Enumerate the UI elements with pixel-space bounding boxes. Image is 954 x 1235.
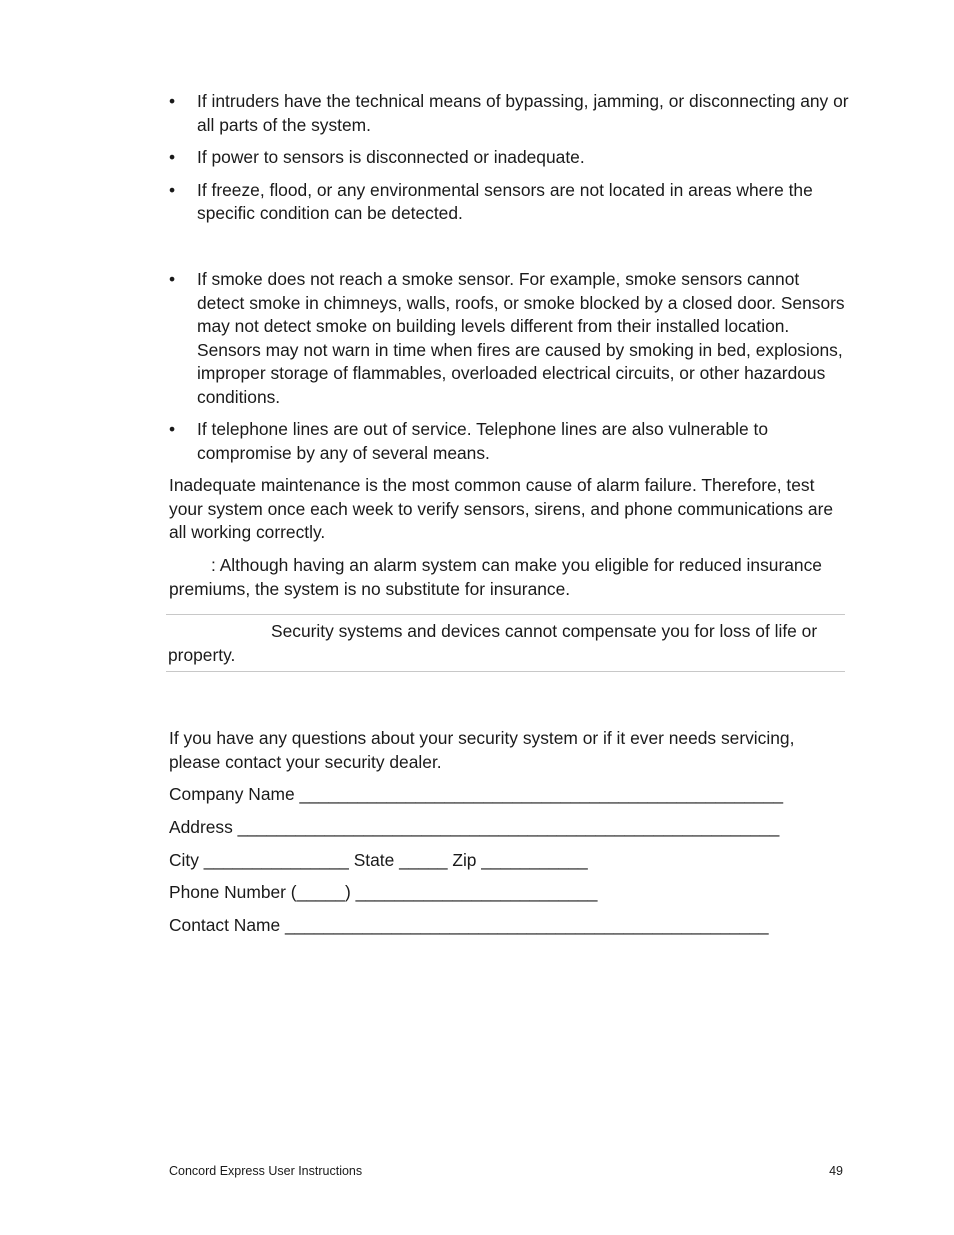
address-line: Address ________________________________________________________: [169, 817, 780, 837]
footer-page-number: 49: [829, 1164, 843, 1178]
bullet-marker: •: [169, 91, 176, 111]
warning-paragraph: [168, 620, 844, 667]
bullet-text: If power to sensors is disconnected or inadequate.: [197, 147, 585, 167]
maintenance-paragraph: Inadequate maintenance is the most common cause of alarm failure. Therefore, test your system once each week to verify sensors, sirens, and phone communications are all working correctly.: [169, 475, 834, 542]
insurance-note: [169, 554, 849, 601]
warning-box: [166, 614, 845, 672]
insurance-note-text: : Although having an alarm system can make you eligible for reduced insurance premiums, the system is no substitute for insurance.: [169, 555, 822, 599]
bullet-text: If telephone lines are out of service. Telephone lines are also vulnerable to compromise by any of several means.: [197, 419, 769, 463]
bullet-text: If intruders have the technical means of bypassing, jamming, or disconnecting any or all parts of the system.: [197, 91, 849, 135]
questions-paragraph: If you have any questions about your security system or if it ever needs servicing, please contact your security dealer.: [169, 728, 795, 772]
bullet-list-top: [169, 90, 849, 235]
contact-name-line: Contact Name __________________________________________________: [169, 915, 769, 935]
warning-text: Security systems and devices cannot compensate you for loss of life or property.: [168, 621, 818, 665]
list-item: [169, 268, 849, 409]
list-item: [169, 179, 849, 226]
bullet-list-bottom: [169, 268, 849, 474]
list-item: [169, 90, 849, 137]
footer-document-title: Concord Express User Instructions: [169, 1164, 363, 1178]
company-name-line: Company Name __________________________________________________: [169, 784, 784, 804]
bullet-marker: •: [169, 419, 176, 439]
bullet-text: If smoke does not reach a smoke sensor. For example, smoke sensors cannot detect smoke in chimneys, walls, roofs, or smoke blocked by a closed door. Sensors may not detect smoke on building levels different from their installed location. Sensors may not warn in time when fires are caused by smoking in bed, explosions, improper storage of flammables, overloaded electrical circuits, or other hazardous conditions.: [197, 269, 845, 407]
bullet-marker: •: [169, 179, 176, 200]
bullet-text: If freeze, flood, or any environmental sensors are not located in areas where the specific condition can be detected.: [197, 179, 813, 223]
bullet-marker: •: [169, 269, 176, 289]
city-state-zip-line: City _______________ State _____ Zip ___________: [169, 850, 588, 870]
phone-number-line: Phone Number (_____) _________________________: [169, 882, 598, 902]
list-item: [169, 418, 849, 465]
bullet-marker: •: [169, 147, 176, 167]
list-item: [169, 146, 849, 170]
